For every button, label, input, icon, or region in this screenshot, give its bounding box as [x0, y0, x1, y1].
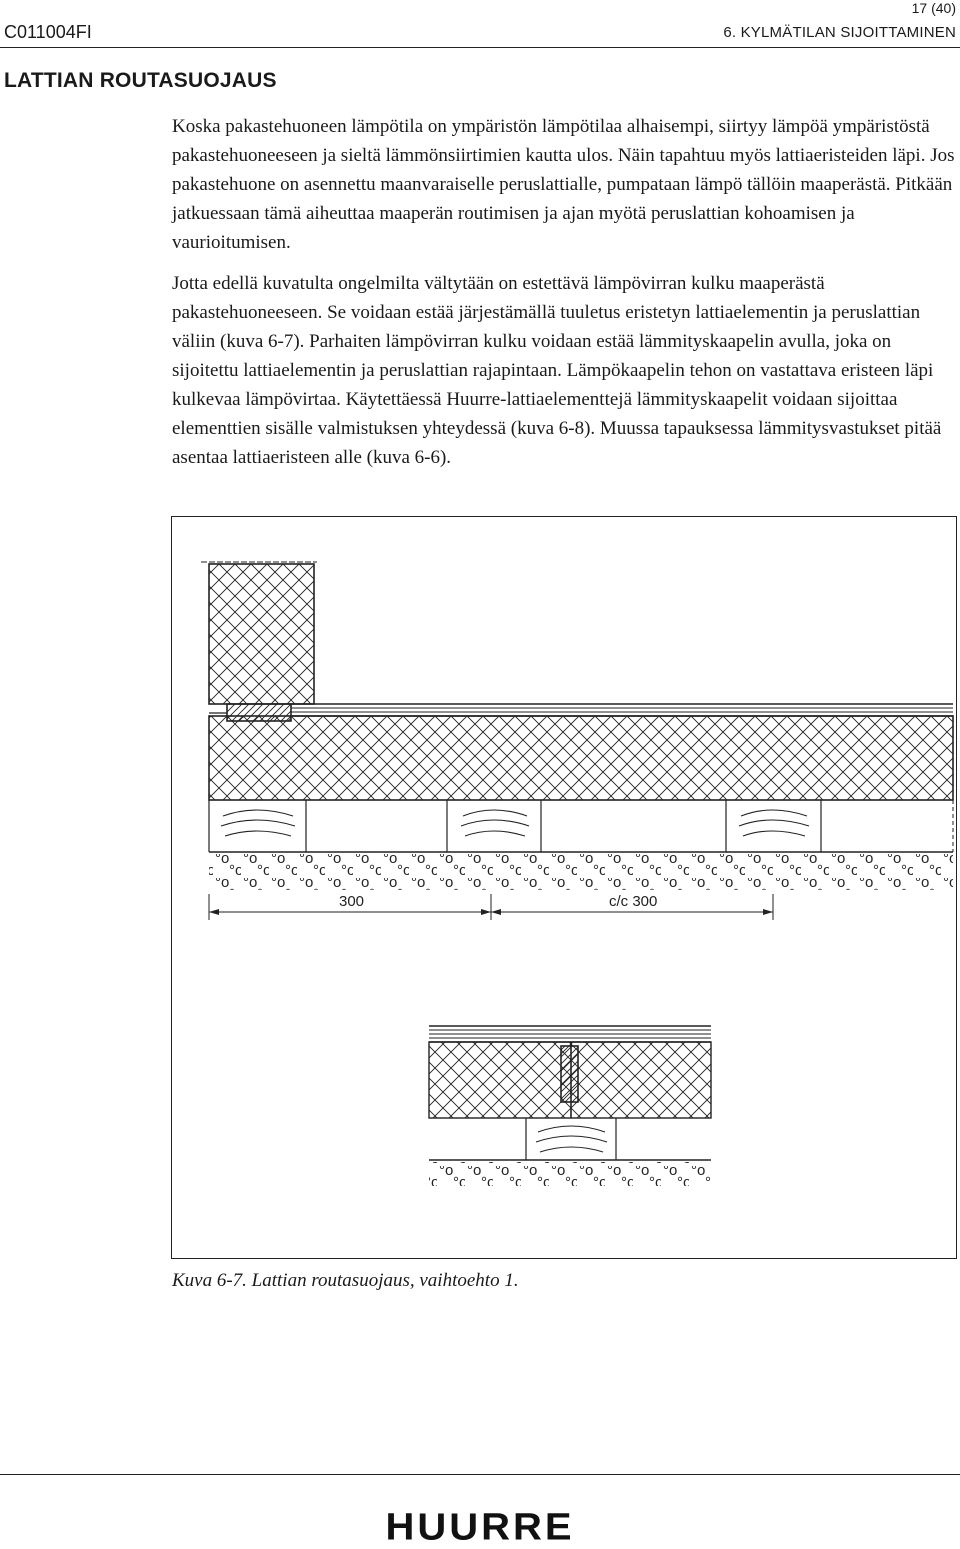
footer-rule [0, 1474, 960, 1475]
figure-caption: Kuva 6-7. Lattian routasuojaus, vaihtoehto 1. [172, 1270, 519, 1291]
heating-cable-lower [561, 1046, 578, 1102]
base-slab-upper [209, 852, 953, 890]
huurre-logo: HUURRE [385, 1506, 575, 1548]
dimension-line [209, 893, 773, 920]
chapter-title: 6. KYLMÄTILAN SIJOITTAMINEN [723, 24, 956, 41]
section-title: LATTIAN ROUTASUOJAUS [4, 69, 277, 92]
header-rule [0, 47, 960, 48]
base-slab-lower [429, 1160, 711, 1186]
floor-frost-protection-diagram [171, 516, 957, 1259]
support-battens [209, 800, 953, 852]
document-code: C011004FI [4, 22, 92, 42]
page-number: 17 (40) [911, 0, 956, 16]
dimension-label-cc300: c/c 300 [609, 893, 658, 910]
dimension-label-300: 300 [339, 893, 365, 910]
wall-section [201, 562, 317, 704]
paragraph-intro: Koska pakastehuoneen lämpötila on ympäristön lämpötilaa alhaisempi, siirtyy lämpöä ympäristöstä pakastehuoneeseen ja sieltä lämmönsiirtimien kautta ulos. Näin tapahtuu myös lattiaeristeiden läpi. Jos pakastehuone on asennettu maanvaraiselle peruslattialle, pumpataan lämpö tällöin maaperästä. Pitkään jatkuessaan tämä aiheuttaa maaperän routimisen ja ajan myötä peruslattian kohoamisen ja vaurioitumisen. [172, 116, 955, 253]
support-batten-lower [526, 1118, 616, 1160]
floor-element-upper [209, 704, 953, 800]
paragraph-solution: Jotta edellä kuvatulta ongelmilta vältytään on estettävä lämpövirran kulku maaperästä pakastehuoneeseen. Se voidaan estää järjestämällä tuuletus eristetyn lattiaelementin ja peruslattian väliin (kuva 6-7). Parhaiten lämpövirran kulku voidaan estää lämmityskaapelin avulla, joka on sijoitettu lattiaelementin ja peruslattian rajapintaan. Lämpökaapelin tehon on vastattava eristeen läpi kulkevaa lämpövirtaa. Käytettäessä Huurre-lattiaelementtejä lämmityskaapelit voidaan sijoittaa elementtien sisälle valmistuksen yhteydessä (kuva 6-8). Muussa tapauksessa lämmitysvastukset pitää asentaa lattiaeristeen alle (kuva 6-6). [172, 273, 942, 468]
